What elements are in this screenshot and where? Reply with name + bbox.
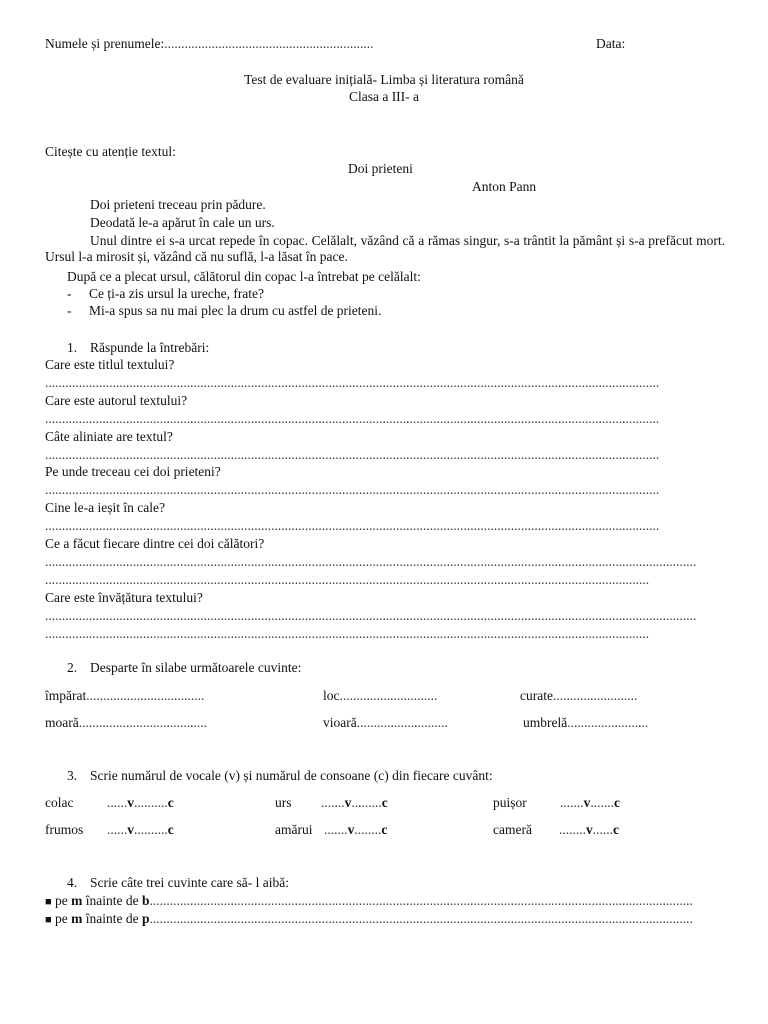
vc-item[interactable]: amărui .......v........c <box>275 822 388 837</box>
vc-item[interactable]: frumos ......v..........c <box>45 822 174 837</box>
story-paragraph: După ce a plecat ursul, călătorul din copac l-a întrebat pe celălalt: <box>67 269 421 284</box>
story-paragraph: Deodată le-a apărut în cale un urs. <box>90 215 275 230</box>
test-subtitle: Clasa a III- a <box>348 89 420 104</box>
answer-line[interactable]: ................................................................................................................................................................................... <box>45 572 650 587</box>
story-paragraph: Unul dintre ei s-a urcat repede în copac. Celălalt, văzând că a rămas singur, s-a trântit la pământ și s-a prefăcut mort. Ursul l-a mirosit și, văzând că nu suflă, l-a lăsat în pace. <box>45 233 725 264</box>
vc-item[interactable]: cameră ........v......c <box>493 822 619 837</box>
question: Care este autorul textului? <box>45 393 188 408</box>
exercise-1-title: 1. Răspunde la întrebări: <box>67 340 210 355</box>
question: Ce a făcut fiecare dintre cei doi călători? <box>45 536 265 551</box>
date-label: Data: <box>596 36 626 51</box>
syllable-item[interactable]: vioară........................... <box>323 715 448 730</box>
vc-item[interactable]: urs .......v.........c <box>275 795 388 810</box>
story-author: Anton Pann <box>472 179 537 194</box>
exercise-2-title: 2. Desparte în silabe următoarele cuvinte: <box>67 660 302 675</box>
test-title: Test de evaluare inițială- Limba și literatura română <box>244 72 524 87</box>
answer-line[interactable]: ................................................................................................................................................................................... <box>45 626 650 641</box>
reading-instruction: Citește cu atenție textul: <box>45 144 176 159</box>
question: Care este titlul textului? <box>45 357 175 372</box>
exercise-3-title: 3. Scrie numărul de vocale (v) și numărul de consoane (c) din fiecare cuvânt: <box>67 768 493 783</box>
word-line-p[interactable]: ■ pe m înainte de p................................................................................................................................................................. <box>45 911 693 926</box>
syllable-item[interactable]: curate......................... <box>520 688 638 703</box>
syllable-item[interactable]: împărat................................... <box>45 688 205 703</box>
question: Cine le-a ieșit în cale? <box>45 500 165 515</box>
answer-line[interactable]: ...................................................................................................................................................................................... <box>45 518 660 533</box>
bullet-icon: ■ <box>45 914 52 926</box>
dialogue-line: - Mi-a spus sa nu mai plec la drum cu astfel de prieteni. <box>67 303 382 318</box>
name-label: Numele și prenumele: <box>45 36 165 51</box>
answer-line[interactable]: ................................................................................................................................................................................................. <box>45 554 697 569</box>
answer-line[interactable]: ...................................................................................................................................................................................... <box>45 411 660 426</box>
answer-line[interactable]: ...................................................................................................................................................................................... <box>45 482 660 497</box>
word-line-b[interactable]: ■ pe m înainte de b................................................................................................................................................................. <box>45 893 693 908</box>
question: Care este învățătura textului? <box>45 590 203 605</box>
answer-line[interactable]: ................................................................................................................................................................................................. <box>45 608 697 623</box>
name-dots: .............................................................. <box>164 36 374 51</box>
bullet-icon: ■ <box>45 896 52 908</box>
answer-line[interactable]: ...................................................................................................................................................................................... <box>45 447 660 462</box>
syllable-item[interactable]: moară...................................... <box>45 715 207 730</box>
story-title: Doi prieteni <box>348 161 413 176</box>
question: Câte aliniate are textul? <box>45 429 173 444</box>
answer-line[interactable]: ...................................................................................................................................................................................... <box>45 375 660 390</box>
dialogue-line: - Ce ți-a zis ursul la ureche, frate? <box>67 286 265 301</box>
exercise-4-title: 4. Scrie câte trei cuvinte care să- l aibă: <box>67 875 290 890</box>
vc-item[interactable]: colac ......v..........c <box>45 795 174 810</box>
vc-item[interactable]: puișor .......v.......c <box>493 795 620 810</box>
story-paragraph: Doi prieteni treceau prin pădure. <box>90 197 266 212</box>
syllable-item[interactable]: loc............................. <box>323 688 438 703</box>
syllable-item[interactable]: umbrelă........................ <box>523 715 649 730</box>
question: Pe unde treceau cei doi prieteni? <box>45 464 221 479</box>
name-field <box>45 36 373 52</box>
